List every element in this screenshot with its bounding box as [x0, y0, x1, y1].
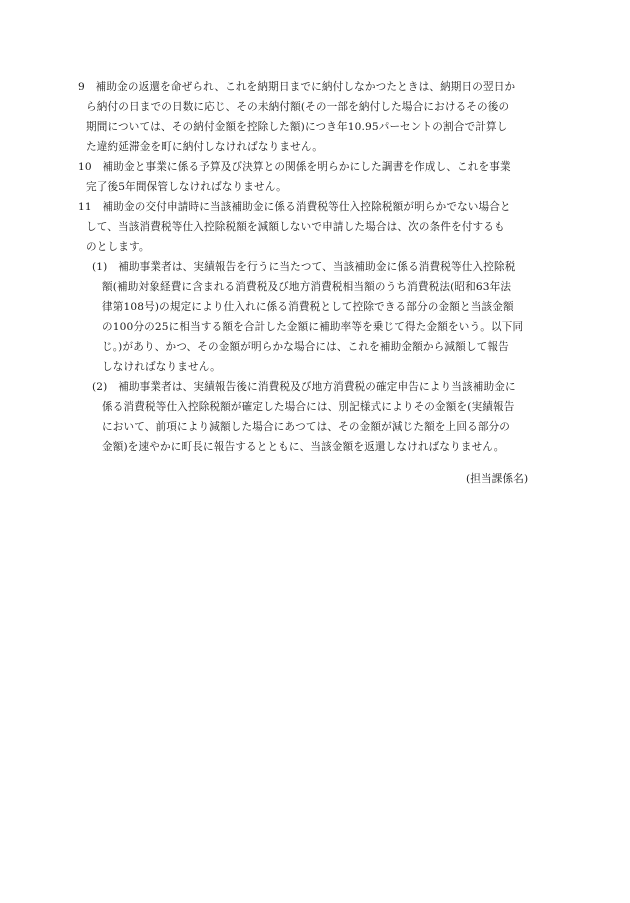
subclause-2-line-4: 金額)を速やかに町長に報告するとともに、当該金額を返還しなければなりません。	[102, 441, 505, 453]
subclause-1-line-5: じ。)があり、かつ、その金額が明らかな場合には、これを補助金額から減額して報告	[102, 341, 509, 353]
subclause-1-line-1: (1) 補助事業者は、実績報告を行うに当たつて、当該補助金に係る消費税等仕入控除税	[92, 261, 516, 273]
responsible-department: (担当課係名)	[466, 473, 529, 485]
subclause-1-line-6: しなければなりません。	[102, 361, 221, 373]
subclause-1-line-4: の100分の25に相当する額を合計した金額に補助率等を乗じて得た金額をいう。以下同	[102, 321, 524, 333]
subclause-2-line-3: において、前項により減額した場合にあつては、その金額が減じた額を上回る部分の	[102, 421, 511, 433]
clause-9-line-2: ら納付の日までの日数に応じ、その未納付額(その一部を納付した場合におけるその後の	[86, 101, 510, 113]
clause-9-line-3: 期間については、その納付金額を控除した額)につき年10.95パーセントの割合で計算し	[86, 121, 508, 133]
subclause-1-line-3: 律第108号)の規定により仕入れに係る消費税として控除できる部分の金額と当該金額	[102, 301, 514, 313]
clause-11-line-3: のとします。	[86, 241, 150, 253]
subclause-2-line-2: 係る消費税等仕入控除税額が確定した場合には、別記様式によりその金額を(実績報告	[102, 401, 515, 413]
clause-11-line-1: 11 補助金の交付申請時に当該補助金に係る消費税等仕入控除税額が明らかでない場合と	[78, 201, 511, 213]
clause-11-line-2: して、当該消費税等仕入控除税額を減額しないで申請した場合は、次の条件を付するも	[86, 221, 505, 233]
clause-10-line-2: 完了後5年間保管しなければなりません。	[86, 181, 287, 193]
subclause-1-line-2: 額(補助対象経費に含まれる消費税及び地方消費税相当額のうち消費税法(昭和63年法	[102, 281, 512, 293]
clause-9-line-1: 9 補助金の返還を命ぜられ、これを納期日までに納付しなかつたときは、納期日の翌日か	[78, 81, 516, 93]
clause-10-line-1: 10 補助金と事業に係る予算及び決算との関係を明らかにした調書を作成し、これを事業	[78, 161, 511, 173]
subclause-2-line-1: (2) 補助事業者は、実績報告後に消費税及び地方消費税の確定申告により当該補助金に	[92, 381, 516, 393]
clause-9-line-4: た違約延滞金を町に納付しなければなりません。	[86, 141, 323, 153]
